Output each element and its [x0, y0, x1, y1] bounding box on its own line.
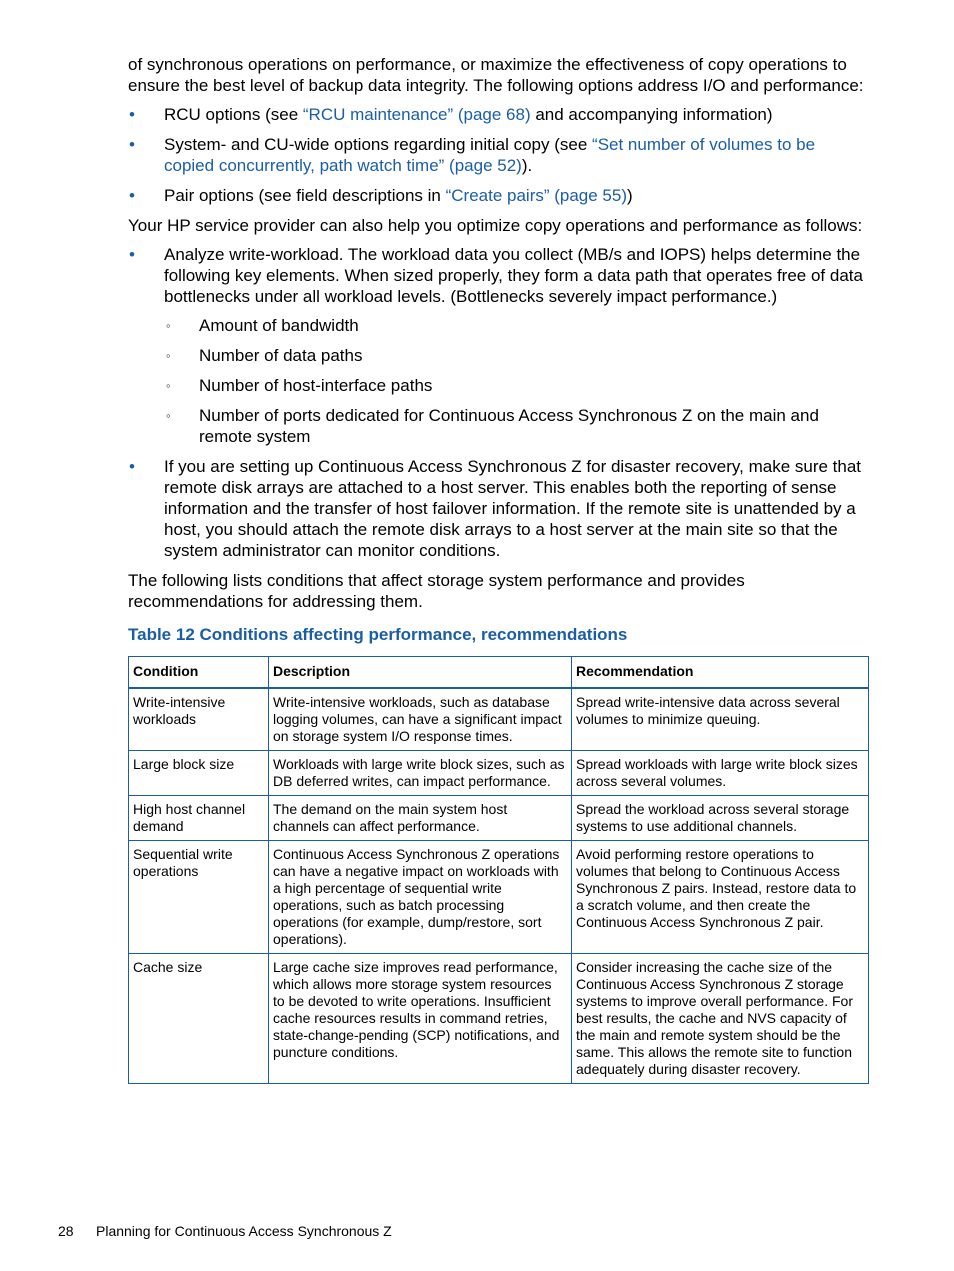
analyze-text: Analyze write-workload. The workload data you collect (MB/s and IOPS) helps determine the following key elements. When sized properly, they form a data path that operates free of data bottlenecks under all workload levels. (Bottlenecks severely impact performance.) — [164, 245, 863, 306]
sub-list-item: ◦ Number of data paths — [166, 346, 363, 365]
table-caption: Table 12 Conditions affecting performance, recommendations — [128, 625, 628, 644]
table-header-row — [129, 657, 869, 689]
sub-bullet-icon: ◦ — [166, 378, 171, 393]
sub-list-item: ◦ Number of host-interface paths — [166, 376, 433, 395]
table-cell: Consider increasing the cache size of the Continuous Access Synchronous Z storage systems to improve overall performance. For best results, the cache and NVS capacity of the main and remote system should be the same. This allows the remote site to function adequately during disaster recovery. — [572, 954, 869, 1084]
bullet-icon: • — [129, 245, 135, 264]
column-header: Condition — [129, 657, 269, 689]
table-row — [129, 796, 869, 841]
table-cell: Large block size — [129, 751, 269, 796]
sub-bullet-icon: ◦ — [166, 408, 171, 423]
page-content — [128, 54, 868, 1084]
sub-list-item: ◦ Amount of bandwidth — [166, 316, 359, 335]
list-item: • RCU options (see “RCU maintenance” (page 68) and accompanying information) — [129, 105, 773, 124]
table-row — [129, 751, 869, 796]
bullet-icon: • — [129, 457, 135, 476]
list-item: • Pair options (see field descriptions in “Create pairs” (page 55)) — [129, 186, 633, 205]
table-cell: Sequential write operations — [129, 841, 269, 954]
table-cell: Write-intensive workloads — [129, 688, 269, 751]
provider-paragraph: Your HP service provider can also help you optimize copy operations and performance as follows: — [128, 216, 863, 235]
table-cell: Large cache size improves read performance, which allows more storage system resources to be devoted to write operations. Insufficient cache resources results in command retries, state-change-pending (SCP) notifications, and puncture conditions. — [269, 954, 572, 1084]
analyze-sublist — [164, 315, 868, 447]
options-list — [128, 104, 868, 206]
bullet-icon: • — [129, 135, 135, 154]
table-cell: Spread workloads with large write block sizes across several volumes. — [572, 751, 869, 796]
disaster-text: If you are setting up Continuous Access Synchronous Z for disaster recovery, make sure that remote disk arrays are attached to a host server. This enables both the reporting of sense information and the transfer of host failover information. If the remote site is unattended by a host, you should attach the remote disk arrays to a host server at the main site so that the system administrator can monitor conditions. — [164, 457, 862, 560]
service-list — [128, 244, 868, 561]
footer-title: Planning for Continuous Access Synchronous Z — [96, 1223, 392, 1239]
table-cell: Spread write-intensive data across several volumes to minimize queuing. — [572, 688, 869, 751]
table-cell: Workloads with large write block sizes, such as DB deferred writes, can impact performance. — [269, 751, 572, 796]
table-cell: Spread the workload across several storage systems to use additional channels. — [572, 796, 869, 841]
conditions-table — [128, 656, 869, 1084]
page-footer — [58, 1223, 392, 1239]
set-number-volumes-link[interactable]: “Set number of volumes to be copied concurrently, path watch time” (page 52) — [164, 135, 816, 175]
column-header: Description — [269, 657, 572, 689]
bullet-icon: • — [129, 186, 135, 205]
intro-paragraph: of synchronous operations on performance, or maximize the effectiveness of copy operations to ensure the best level of backup data integrity. The following options address I/O and performance: — [128, 55, 864, 95]
list-item — [128, 456, 868, 561]
table-cell: Avoid performing restore operations to volumes that belong to Continuous Access Synchronous Z pairs. Instead, restore data to a scratch volume, and then create the Continuous Access Synchronous Z pair. — [572, 841, 869, 954]
sub-list-item: ◦ Number of ports dedicated for Continuous Access Synchronous Z on the main and remote system — [166, 406, 819, 446]
page-number: 28 — [58, 1223, 74, 1239]
conditions-paragraph: The following lists conditions that affect storage system performance and provides recommendations for addressing them. — [128, 571, 745, 611]
list-item — [128, 244, 868, 447]
table-cell: The demand on the main system host channels can affect performance. — [269, 796, 572, 841]
table-row — [129, 954, 869, 1084]
create-pairs-link[interactable]: “Create pairs” (page 55) — [445, 186, 628, 205]
table-row — [129, 841, 869, 954]
table-cell: High host channel demand — [129, 796, 269, 841]
sub-bullet-icon: ◦ — [166, 318, 171, 333]
table-cell: Cache size — [129, 954, 269, 1084]
rcu-maintenance-link[interactable]: “RCU maintenance” (page 68) — [302, 105, 531, 124]
sub-bullet-icon: ◦ — [166, 348, 171, 363]
bullet-icon: • — [129, 105, 135, 124]
table-row — [129, 688, 869, 751]
column-header: Recommendation — [572, 657, 869, 689]
table-cell: Write-intensive workloads, such as database logging volumes, can have a significant impact on storage system I/O response times. — [269, 688, 572, 751]
list-item: • System- and CU-wide options regarding initial copy (see “Set number of volumes to be copied concurrently, path watch time” (page 52)). — [129, 135, 816, 175]
table-cell: Continuous Access Synchronous Z operations can have a negative impact on workloads with a high percentage of sequential write operations, such as batch processing operations (for example, dump/restore, sort operations). — [269, 841, 572, 954]
